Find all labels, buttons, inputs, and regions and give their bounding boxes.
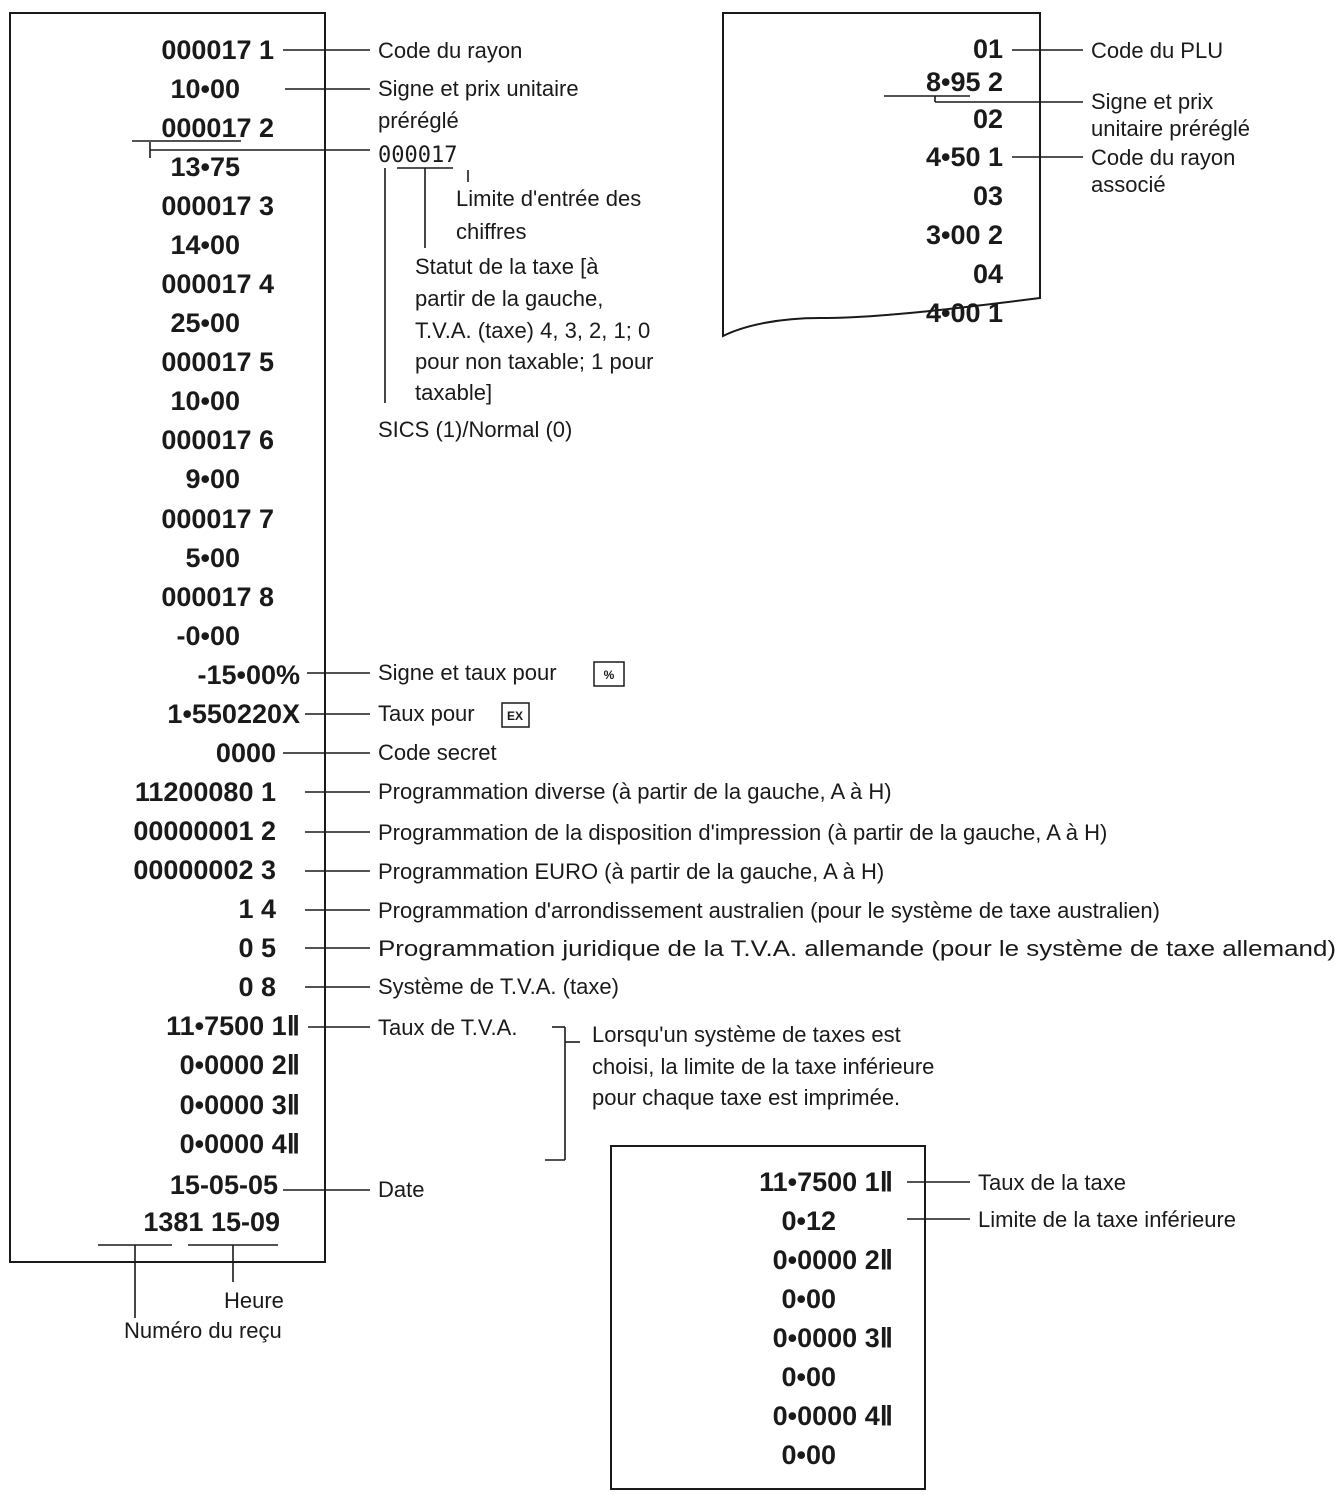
receipt-line: 15-05-05 bbox=[169, 1170, 278, 1200]
label-limite-entree: chiffres bbox=[456, 219, 527, 244]
tax-labels bbox=[978, 1170, 1236, 1232]
plu-receipt-line: 02 bbox=[972, 104, 1003, 134]
tax-receipt-line: 0•0000 3Ⅱ bbox=[772, 1323, 893, 1353]
receipt-line: 000017 8 bbox=[161, 582, 274, 612]
receipt-line: 000017 4 bbox=[161, 269, 274, 299]
label-statut-taxe: partir de la gauche, bbox=[415, 286, 604, 311]
ex-key-label: EX bbox=[506, 709, 524, 723]
receipt-line: 00000001 2 bbox=[133, 816, 276, 846]
percent-key-label: % bbox=[603, 668, 615, 682]
label-code-secret: Code secret bbox=[378, 740, 497, 765]
label-signe-prix-plu: unitaire préréglé bbox=[1091, 116, 1250, 141]
label-code-rayon-associe: Code du rayon bbox=[1091, 145, 1236, 170]
label-prog-arrondi: Programmation d'arrondissement australien (pour le système de taxe australien) bbox=[378, 898, 1160, 923]
receipt-line: -0•00 bbox=[176, 621, 240, 651]
label-numero-recu: Numéro du reçu bbox=[124, 1318, 282, 1343]
receipt-line: 25•00 bbox=[170, 308, 240, 338]
tax-receipt-line: 0•0000 4Ⅱ bbox=[772, 1401, 893, 1431]
plu-receipt-line: 04 bbox=[972, 259, 1003, 289]
receipt-line: 9•00 bbox=[185, 464, 240, 494]
plu-receipt-line: 8•95 2 bbox=[925, 67, 1003, 97]
receipt-line: 0•0000 2Ⅱ bbox=[179, 1050, 300, 1080]
label-signe-prix-plu: Signe et prix bbox=[1091, 89, 1214, 114]
label-systeme-tva: Système de T.V.A. (taxe) bbox=[378, 974, 619, 999]
receipt-line: 1 4 bbox=[238, 894, 276, 924]
tax-receipt-line: 0•00 bbox=[781, 1362, 836, 1392]
tax-receipt-line: 0•00 bbox=[781, 1284, 836, 1314]
receipt-line: 1•550220X bbox=[167, 699, 300, 729]
label-statut-taxe: pour non taxable; 1 pour bbox=[415, 349, 654, 374]
plu-receipt-line: 03 bbox=[972, 181, 1003, 211]
receipt-line: 5•00 bbox=[185, 543, 240, 573]
receipt-line: 000017 7 bbox=[161, 504, 274, 534]
label-statut-taxe: T.V.A. (taxe) 4, 3, 2, 1; 0 bbox=[415, 318, 651, 343]
receipt-line: 0 5 bbox=[238, 933, 276, 963]
label-prog-euro: Programmation EURO (à partir de la gauche, A à H) bbox=[378, 859, 885, 884]
receipt-line: 000017 3 bbox=[161, 191, 274, 221]
label-code-plu: Code du PLU bbox=[1091, 38, 1224, 63]
label-lorsque: pour chaque taxe est imprimée. bbox=[592, 1085, 901, 1110]
plu-receipt-line: 3•00 2 bbox=[925, 220, 1003, 250]
label-signe-taux: Signe et taux pour bbox=[378, 660, 557, 685]
label-prog-disposition: Programmation de la disposition d'impression (à partir de la gauche, A à H) bbox=[378, 820, 1108, 845]
label-date: Date bbox=[378, 1177, 425, 1202]
receipt-line: 11200080 1 bbox=[134, 777, 276, 807]
receipt-line: 10•00 bbox=[170, 74, 240, 104]
receipt-line: 000017 6 bbox=[161, 425, 274, 455]
receipt-line: -15•00% bbox=[197, 660, 300, 690]
label-code-rayon-associe: associé bbox=[1091, 172, 1166, 197]
label-statut-taxe: taxable] bbox=[415, 380, 493, 405]
label-code-rayon: Code du rayon bbox=[378, 38, 523, 63]
receipt-line: 000017 5 bbox=[161, 347, 274, 377]
tax-receipt-line: 0•12 bbox=[781, 1206, 836, 1236]
plu-receipt-line: 4•50 1 bbox=[925, 142, 1003, 172]
receipt-line: 11•7500 1Ⅱ bbox=[166, 1011, 300, 1041]
label-signe-prix: préréglé bbox=[378, 108, 459, 133]
label-limite-entree: Limite d'entrée des bbox=[456, 186, 642, 211]
label-prog-juridique: Programmation juridique de la T.V.A. allemande (pour le système de taxe allemand) bbox=[378, 936, 1336, 961]
receipt-line: 0•0000 3Ⅱ bbox=[179, 1090, 300, 1120]
plu-labels bbox=[1091, 38, 1250, 197]
receipt-line: 0000 bbox=[215, 738, 276, 768]
tax-receipt-line: 11•7500 1Ⅱ bbox=[759, 1167, 893, 1197]
label-taux-pour: Taux pour bbox=[378, 701, 475, 726]
tax-receipt-line: 0•00 bbox=[781, 1440, 836, 1470]
label-lorsque: Lorsqu'un système de taxes est bbox=[592, 1022, 901, 1047]
receipt-line: 14•00 bbox=[170, 230, 240, 260]
tax-receipt-box bbox=[611, 1146, 925, 1489]
label-taux-tva: Taux de T.V.A. bbox=[378, 1015, 518, 1040]
label-prog-diverse: Programmation diverse (à partir de la gauche, A à H) bbox=[378, 779, 892, 804]
receipt-line: 000017 1 bbox=[161, 35, 274, 65]
receipt-line: 0•0000 4Ⅱ bbox=[179, 1129, 300, 1159]
label-taux-taxe: Taux de la taxe bbox=[978, 1170, 1126, 1195]
label-heure: Heure bbox=[224, 1288, 284, 1313]
receipt-line: 13•75 bbox=[170, 152, 240, 182]
label-sics: SICS (1)/Normal (0) bbox=[378, 417, 573, 442]
label-code-example: 000017 bbox=[378, 143, 458, 168]
receipt-line: 10•00 bbox=[170, 386, 240, 416]
receipt-line: 0 8 bbox=[238, 972, 276, 1002]
label-statut-taxe: Statut de la taxe [à bbox=[415, 254, 599, 279]
label-limite-inferieure: Limite de la taxe inférieure bbox=[978, 1207, 1237, 1232]
label-lorsque: choisi, la limite de la taxe inférieure bbox=[592, 1054, 935, 1079]
plu-receipt-line: 01 bbox=[972, 34, 1003, 64]
plu-receipt-line: 4•00 1 bbox=[925, 298, 1003, 328]
receipt-line: 00000002 3 bbox=[133, 855, 276, 885]
tax-receipt-line: 0•0000 2Ⅱ bbox=[772, 1245, 893, 1275]
label-signe-prix: Signe et prix unitaire bbox=[378, 76, 579, 101]
receipt-line: 1381 15-09 bbox=[143, 1207, 280, 1237]
receipt-line: 000017 2 bbox=[161, 113, 274, 143]
